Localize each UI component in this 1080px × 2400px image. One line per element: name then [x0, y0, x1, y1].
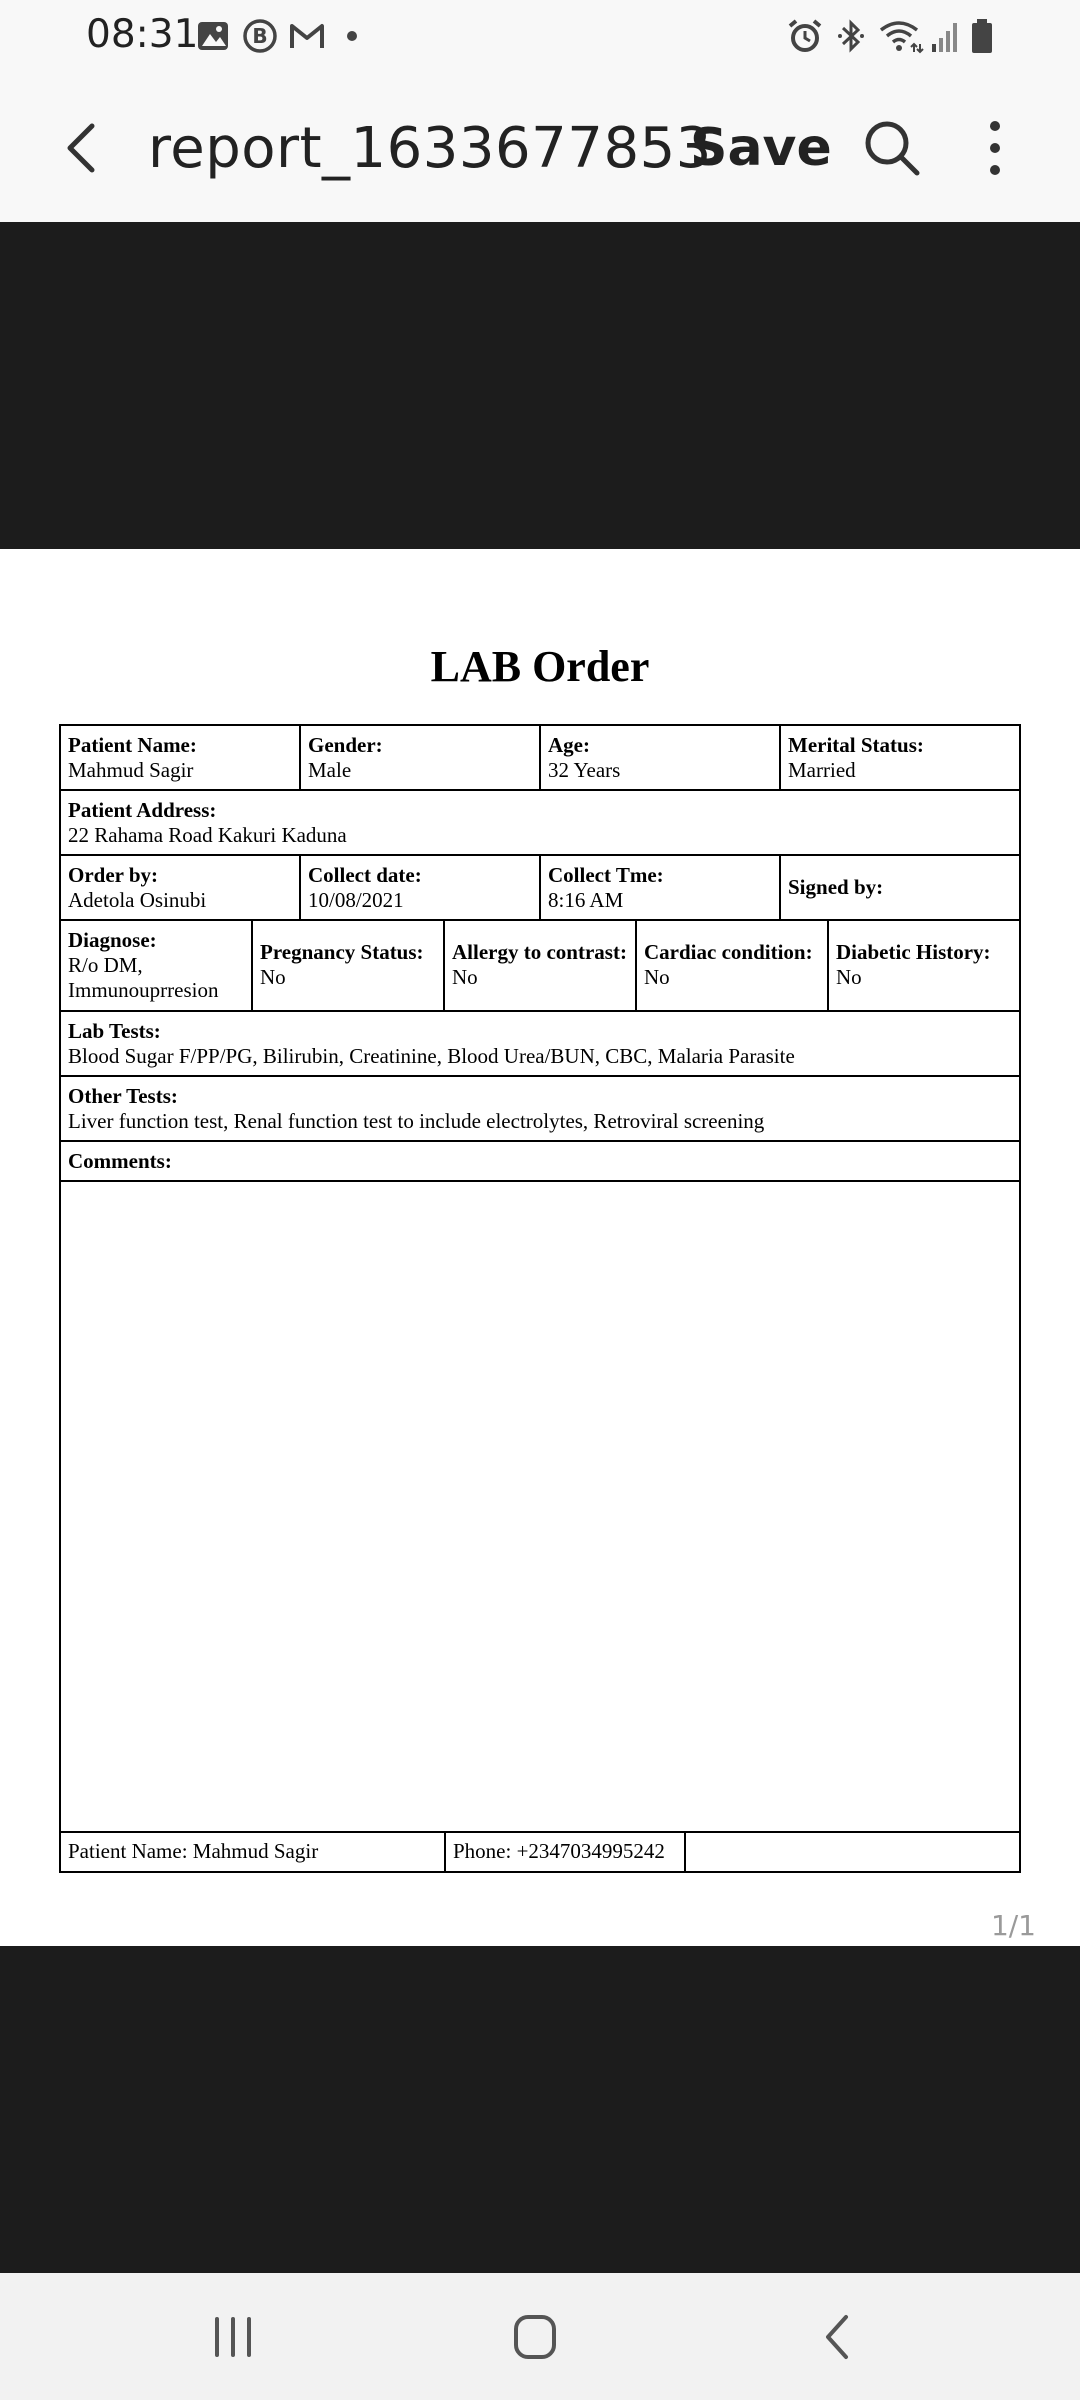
address-value: 22 Rahama Road Kakuri Kaduna	[68, 823, 347, 847]
diabetic-label: Diabetic History:	[836, 940, 991, 964]
more-options-icon[interactable]	[970, 118, 1020, 178]
document-page[interactable]	[0, 549, 1080, 1946]
age-label: Age:	[548, 733, 590, 757]
collect-time-cell	[541, 856, 781, 919]
cardiac-cell	[637, 921, 829, 1010]
back-icon[interactable]	[808, 2309, 868, 2365]
gender-value: Male	[308, 758, 352, 782]
diagnose-line2: Immunouprresion	[68, 978, 219, 1002]
collect-date-label: Collect date:	[308, 863, 422, 887]
pregnancy-cell	[253, 921, 445, 1010]
marital-status-value: Married	[788, 758, 856, 782]
order-row	[61, 856, 1019, 921]
footer-phone-cell	[446, 1833, 686, 1871]
bluetooth-icon	[836, 18, 866, 54]
pregnancy-value: No	[260, 965, 286, 989]
allergy-cell	[445, 921, 637, 1010]
pregnancy-label: Pregnancy Status:	[260, 940, 424, 964]
order-by-cell	[61, 856, 301, 919]
patient-name-cell	[61, 726, 301, 789]
document-title: report_1633677853	[148, 116, 712, 181]
dot-icon	[344, 18, 360, 54]
marital-status-cell	[781, 726, 1019, 789]
status-bar	[0, 0, 1080, 72]
battery-icon	[970, 18, 994, 54]
status-time: 08:31	[86, 12, 199, 57]
viewer-background-bottom	[0, 1946, 1080, 2273]
signal-icon	[930, 18, 960, 54]
footer-empty-cell	[686, 1833, 1019, 1871]
diagnose-label: Diagnose:	[68, 928, 157, 952]
diagnose-line1: R/o DM,	[68, 953, 143, 977]
signed-by-cell	[781, 856, 1019, 919]
address-row	[61, 791, 1019, 856]
patient-name-label: Patient Name:	[68, 733, 197, 757]
other-tests-row	[61, 1077, 1019, 1142]
comments-label: Comments:	[68, 1149, 172, 1173]
gender-cell	[301, 726, 541, 789]
marital-status-label: Merital Status:	[788, 733, 924, 757]
recents-icon[interactable]	[203, 2309, 263, 2365]
order-by-label: Order by:	[68, 863, 159, 887]
diagnose-cell	[61, 921, 253, 1010]
wifi-icon	[878, 18, 924, 54]
footer-phone: Phone: +2347034995242	[453, 1839, 665, 1863]
cardiac-label: Cardiac condition:	[644, 940, 813, 964]
collect-time-value: 8:16 AM	[548, 888, 624, 912]
lab-order-form	[59, 724, 1021, 1873]
address-cell	[61, 791, 1019, 854]
footer-patient-name: Patient Name: Mahmud Sagir	[68, 1839, 319, 1863]
app-bar	[0, 72, 1080, 222]
svg-text:B: B	[252, 24, 268, 48]
signed-by-label: Signed by:	[788, 875, 884, 899]
collect-date-cell	[301, 856, 541, 919]
search-icon[interactable]	[862, 118, 922, 178]
back-arrow-icon[interactable]	[54, 118, 114, 178]
comments-header-row	[61, 1142, 1019, 1182]
lab-tests-cell	[61, 1012, 1019, 1075]
patient-info-row	[61, 726, 1019, 791]
page-indicator: 1/1	[990, 1909, 1036, 1942]
viewer-background-top	[0, 222, 1080, 549]
allergy-label: Allergy to contrast:	[452, 940, 627, 964]
patient-name-value: Mahmud Sagir	[68, 758, 194, 782]
diabetic-cell	[829, 921, 1019, 1010]
comments-area	[61, 1182, 1019, 1833]
gmail-icon	[288, 18, 326, 54]
address-label: Patient Address:	[68, 798, 217, 822]
diabetic-value: No	[836, 965, 862, 989]
age-value: 32 Years	[548, 758, 621, 782]
lab-tests-row	[61, 1012, 1019, 1077]
navigation-bar	[0, 2273, 1080, 2400]
save-button[interactable]: Save	[690, 118, 832, 178]
age-cell	[541, 726, 781, 789]
allergy-value: No	[452, 965, 478, 989]
footer-patient-cell	[61, 1833, 446, 1871]
lab-tests-label: Lab Tests:	[68, 1019, 161, 1043]
other-tests-label: Other Tests:	[68, 1084, 178, 1108]
b-circle-icon	[242, 18, 278, 54]
home-icon[interactable]	[505, 2309, 565, 2365]
gender-label: Gender:	[308, 733, 383, 757]
collect-time-label: Collect Tme:	[548, 863, 664, 887]
order-by-value: Adetola Osinubi	[68, 888, 207, 912]
lab-tests-value: Blood Sugar F/PP/PG, Bilirubin, Creatinine, Blood Urea/BUN, CBC, Malaria Parasite	[68, 1044, 795, 1068]
collect-date-value: 10/08/2021	[308, 888, 404, 912]
lab-order-title: LAB Order	[430, 642, 650, 691]
cardiac-value: No	[644, 965, 670, 989]
other-tests-value: Liver function test, Renal function test to include electrolytes, Retroviral screening	[68, 1109, 765, 1133]
alarm-icon	[786, 18, 824, 54]
other-tests-cell	[61, 1077, 1019, 1140]
comments-cell	[61, 1142, 1019, 1180]
clinical-row	[61, 921, 1019, 1012]
form-footer-row	[61, 1833, 1019, 1871]
image-icon	[196, 18, 230, 54]
